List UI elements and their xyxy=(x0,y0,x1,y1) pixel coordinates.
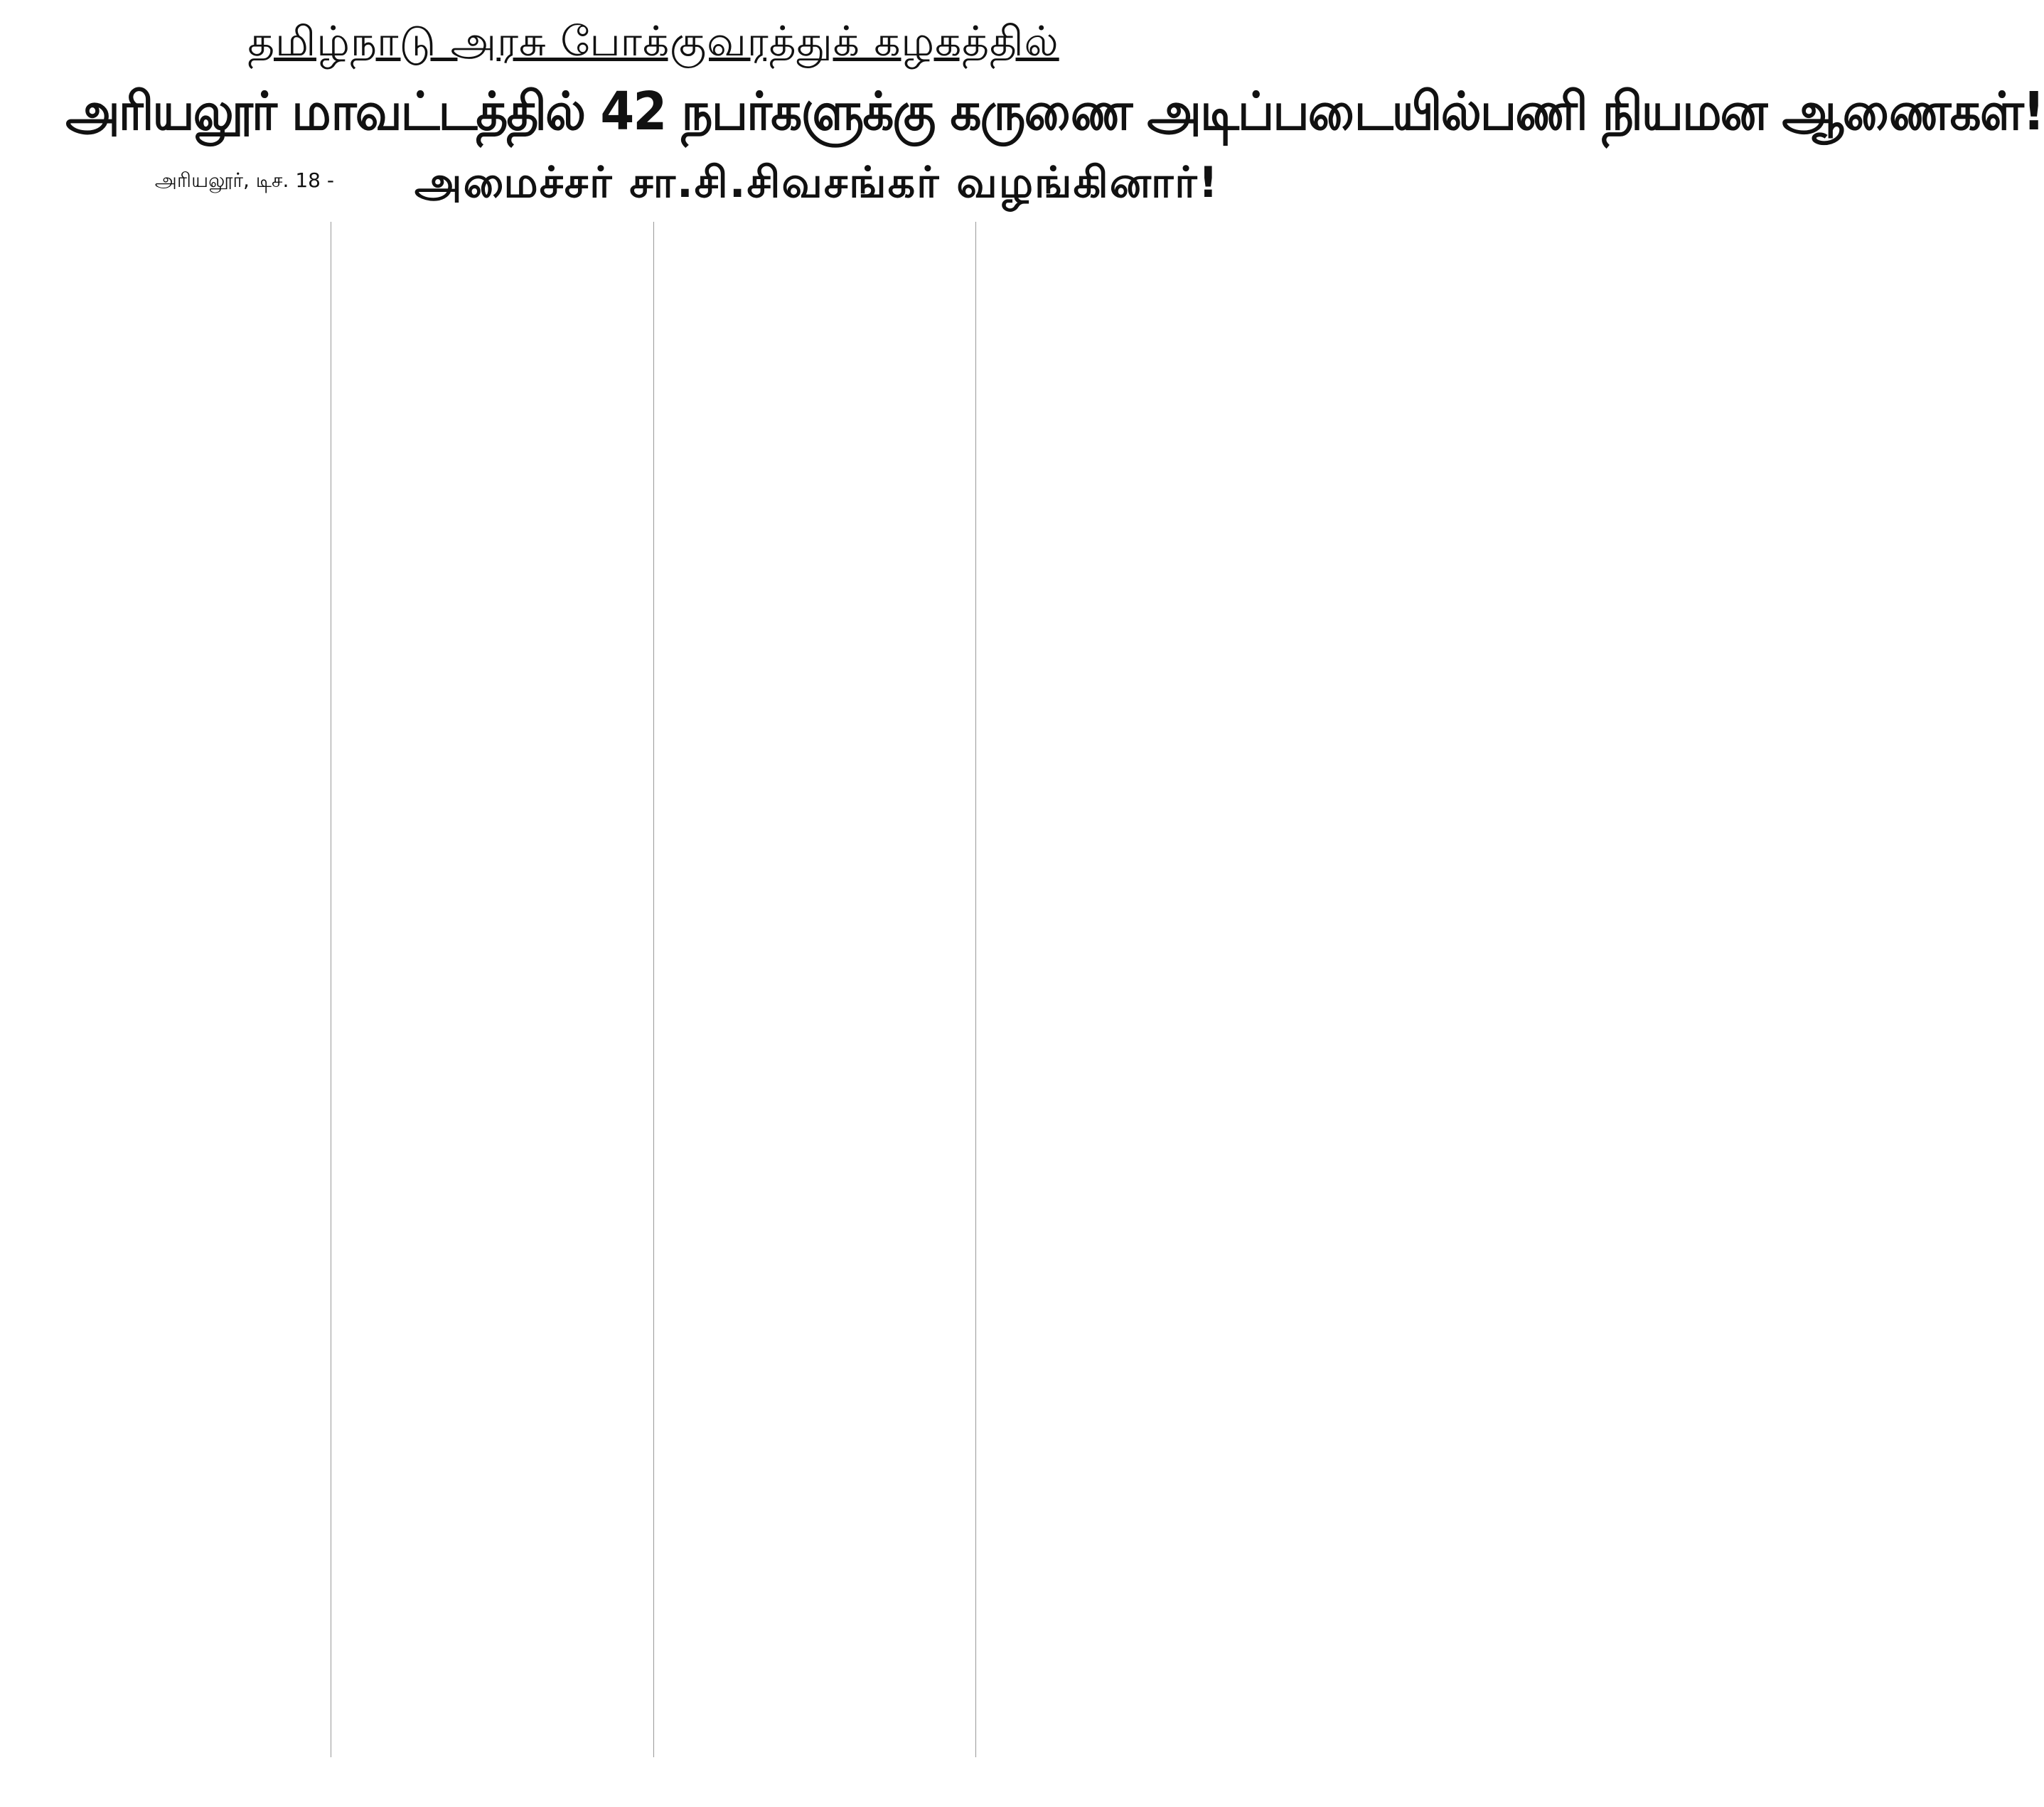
subhead-row xyxy=(21,156,1285,213)
headline: அரியலூர் மாவட்டத்தில் 42 நபர்களுக்கு கருணை அடிப்படையில்பணி நியமன ஆணைகள்! xyxy=(65,81,2044,142)
dateline: அரியலூர், டிச. 18 - xyxy=(154,168,334,192)
column-divider xyxy=(975,222,976,1757)
kicker: தமிழ்நாடு அரசு போக்குவரத்துக் கழகத்தில் xyxy=(247,17,1059,65)
column-1 xyxy=(21,222,318,1757)
column-2 xyxy=(344,222,641,1757)
column-3 xyxy=(667,222,963,1757)
column-divider xyxy=(653,222,654,1757)
subhead: அமைச்சர் சா.சி.சிவசங்கர் வழங்கினார்! xyxy=(414,158,1220,208)
article-body xyxy=(21,222,1285,1757)
column-4 xyxy=(989,222,1285,1757)
